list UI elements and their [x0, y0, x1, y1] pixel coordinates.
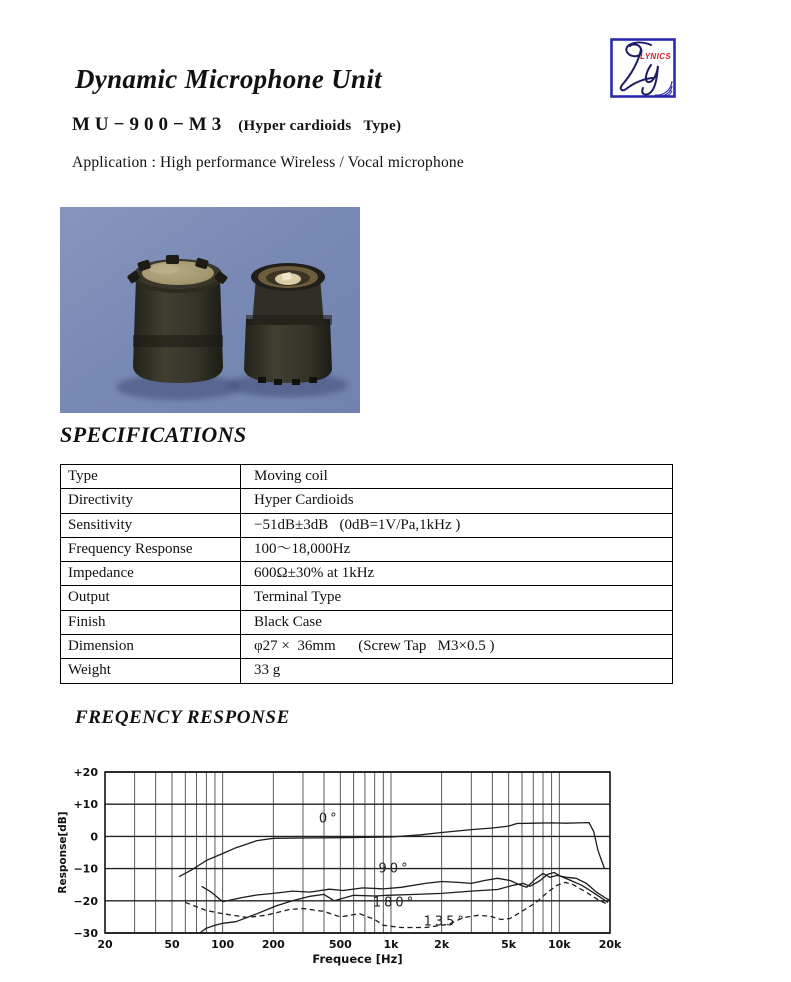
- spec-row: [61, 465, 673, 489]
- spec-value: 600Ω±30% at 1kHz: [241, 562, 673, 586]
- specifications-heading: SPECIFICATIONS: [60, 422, 247, 447]
- lynics-logo: [610, 38, 676, 98]
- spec-label: Dimension: [61, 635, 241, 659]
- spec-row: [61, 610, 673, 634]
- spec-value: Moving coil: [241, 465, 673, 489]
- x-tick-label: 50: [164, 938, 180, 951]
- model-type: (Hyper cardioids Type): [238, 118, 402, 134]
- y-tick-label: −10: [73, 862, 98, 876]
- spec-label: Output: [61, 586, 241, 610]
- frequency-response-chart: [0, 753, 660, 981]
- y-tick-label: −20: [73, 894, 98, 908]
- y-tick-label: 0: [90, 830, 98, 844]
- spec-label: Finish: [61, 610, 241, 634]
- spec-row: [61, 659, 673, 683]
- spec-row: [61, 489, 673, 513]
- chart-grid: [105, 772, 610, 933]
- spec-row: [61, 537, 673, 561]
- lynics-brand-text: LYNICS: [640, 52, 672, 61]
- curve-label-180°: 180°: [372, 895, 417, 911]
- x-tick-label: 500: [328, 938, 352, 951]
- specifications-table: [60, 464, 673, 684]
- product-photo: [60, 207, 360, 413]
- spec-label: Directivity: [61, 489, 241, 513]
- curve-label-135°: 135°: [423, 914, 467, 930]
- curve-label-90°: 90°: [378, 861, 411, 877]
- x-tick-label: 100: [211, 938, 235, 951]
- application-line: Application : High performance Wireless / Vocal microphone: [72, 154, 464, 171]
- spec-value: Terminal Type: [241, 586, 673, 610]
- model-number: MU−900−M3: [72, 114, 227, 135]
- y-tick-label: −30: [73, 927, 98, 940]
- spec-value: φ27 × 36mm (Screw Tap M3×0.5 ): [241, 635, 673, 659]
- spec-value: −51dB±3dB (0dB=1V/Pa,1kHz ): [241, 513, 673, 537]
- x-tick-label: 20k: [598, 938, 622, 951]
- spec-label: Impedance: [61, 562, 241, 586]
- x-tick-label: 5k: [501, 938, 517, 951]
- x-tick-label: 20: [97, 938, 113, 951]
- x-tick-label: 10k: [548, 938, 571, 951]
- x-tick-label: 1k: [383, 938, 399, 951]
- spec-row: [61, 635, 673, 659]
- x-axis-title: Frequece [Hz]: [312, 952, 403, 966]
- model-line: [72, 114, 401, 136]
- spec-row: [61, 586, 673, 610]
- microphone-capsules-photo: [60, 207, 360, 413]
- lynics-logo-graphic: [610, 38, 676, 98]
- capsule-rear-view: [244, 263, 332, 385]
- frequency-response-heading: FREQENCY RESPONSE: [75, 707, 290, 728]
- spec-row: [61, 562, 673, 586]
- page-title: Dynamic Microphone Unit: [75, 64, 382, 94]
- spec-value: Hyper Cardioids: [241, 489, 673, 513]
- y-tick-label: +10: [73, 798, 98, 812]
- spec-label: Sensitivity: [61, 513, 241, 537]
- spec-label: Weight: [61, 659, 241, 683]
- x-tick-label: 200: [261, 938, 285, 951]
- spec-row: [61, 513, 673, 537]
- spec-label: Frequency Response: [61, 537, 241, 561]
- y-tick-label: +20: [73, 766, 98, 779]
- spec-value: Black Case: [241, 610, 673, 634]
- spec-value: 33 g: [241, 659, 673, 683]
- curve-label-0°: 0°: [318, 811, 340, 827]
- x-tick-label: 2k: [434, 938, 450, 951]
- spec-value: 100～18,000Hz: [241, 537, 673, 561]
- y-axis-title: Response[dB]: [57, 811, 69, 894]
- capsule-front-view: [127, 255, 229, 383]
- spec-label: Type: [61, 465, 241, 489]
